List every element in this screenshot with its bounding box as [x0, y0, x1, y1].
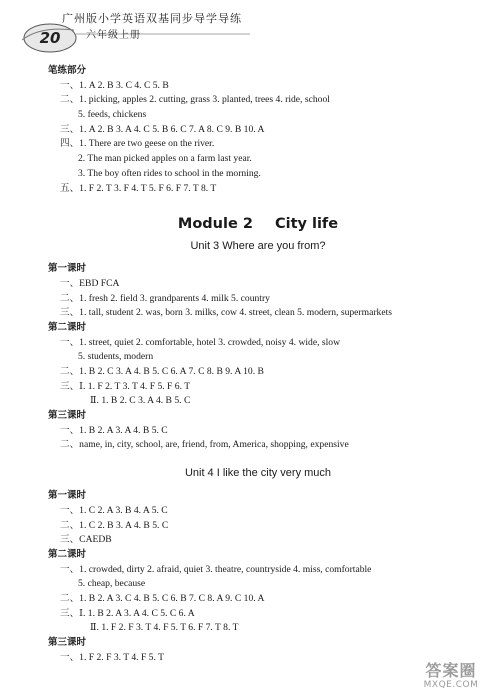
text-line: 一、1. C 2. A 3. B 4. A 5. C: [60, 504, 168, 516]
text-line: 二、1. picking, apples 2. cutting, grass 3. planted, trees 4. ride, school: [60, 94, 330, 106]
text-line: Ⅱ. 1. F 2. F 3. T 4. F 5. T 6. F 7. T 8. T: [90, 622, 239, 634]
text-line: 第二课时: [48, 548, 87, 560]
text-line: 三、Ⅰ. 1. F 2. T 3. T 4. F 5. F 6. T: [60, 380, 191, 392]
unit4-answers: [48, 489, 468, 665]
text-line: 三、1. A 2. B 3. A 4. C 5. B 6. C 7. A 8. C 9. B 10. A: [60, 123, 265, 135]
answer-content: [48, 64, 468, 665]
text-line: 三、Ⅰ. 1. B 2. A 3. A 4. C 5. C 6. A: [60, 607, 195, 619]
text-line: 5. cheap, because: [78, 578, 146, 590]
text-line: 一、1. F 2. F 3. T 4. F 5. T: [60, 651, 164, 663]
text-line: 3. The boy often rides to school in the morning.: [78, 167, 261, 179]
text-line: 一、EBD FCA: [60, 277, 120, 289]
text-line: 三、1. tall, student 2. was, born 3. milks, cow 4. street, clean 5. modern, supermarkets: [60, 307, 392, 319]
text-line: 一、1. street, quiet 2. comfortable, hotel 3. crowded, noisy 4. wide, slow: [60, 336, 341, 348]
book-subtitle: 六年级上册: [86, 30, 141, 41]
text-line: 5. feeds, chickens: [78, 109, 147, 121]
written-practice-section: [48, 64, 468, 196]
text-line: Ⅱ. 1. B 2. C 3. A 4. B 5. C: [90, 395, 191, 407]
text-line: 第三课时: [48, 410, 87, 422]
site-watermark: [410, 662, 492, 692]
text-line: 二、1. B 2. C 3. A 4. B 5. C 6. A 7. C 8. B 9. A 10. B: [60, 366, 264, 377]
module-name: Module 2: [177, 216, 253, 233]
unit3-heading: Unit 3 Where are you from?: [190, 240, 326, 253]
text-line: 2. The man picked apples on a farm last year.: [78, 153, 252, 165]
text-line: 三、CAEDB: [60, 534, 112, 546]
watermark-top: 答案圈: [425, 661, 477, 680]
book-title: 广州版小学英语双基同步导学导练: [62, 12, 242, 25]
text-line: 五、1. F 2. T 3. F 4. T 5. F 6. F 7. T 8. T: [60, 182, 217, 194]
unit3-answers: [48, 262, 468, 453]
text-line: 第一课时: [48, 490, 87, 502]
text-line: 第三课时: [48, 637, 87, 648]
text-line: 一、1. A 2. B 3. C 4. C 5. B: [60, 79, 169, 91]
text-line: 二、1. B 2. A 3. C 4. B 5. C 6. B 7. C 8. A 9. C 10. A: [60, 592, 265, 604]
page-header: [0, 0, 500, 58]
text-line: 第一课时: [48, 263, 87, 275]
module-title: City life: [274, 216, 339, 233]
text-line: 一、1. crowded, dirty 2. afraid, quiet 3. theatre, countryside 4. miss, comfortable: [60, 563, 372, 575]
header-ribbon-decoration: [0, 0, 500, 58]
text-line: 一、1. B 2. A 3. A 4. B 5. C: [60, 424, 168, 436]
text-line: 第二课时: [48, 321, 87, 333]
text-line: 二、name, in, city, school, are, friend, from, America, shopping, expensive: [60, 439, 349, 451]
watermark-bottom: MXQE.COM: [423, 680, 479, 690]
text-line: 笔练部分: [48, 65, 87, 76]
module-heading: [48, 212, 468, 236]
text-line: 二、1. fresh 2. field 3. grandparents 4. milk 5. country: [60, 292, 270, 304]
page-number: 20: [39, 29, 61, 47]
text-line: 5. students, modern: [78, 351, 154, 363]
unit4-heading: Unit 4 I like the city very much: [184, 467, 332, 480]
text-line: 二、1. C 2. B 3. A 4. B 5. C: [60, 519, 169, 531]
text-line: 四、1. There are two geese on the river.: [60, 138, 215, 150]
